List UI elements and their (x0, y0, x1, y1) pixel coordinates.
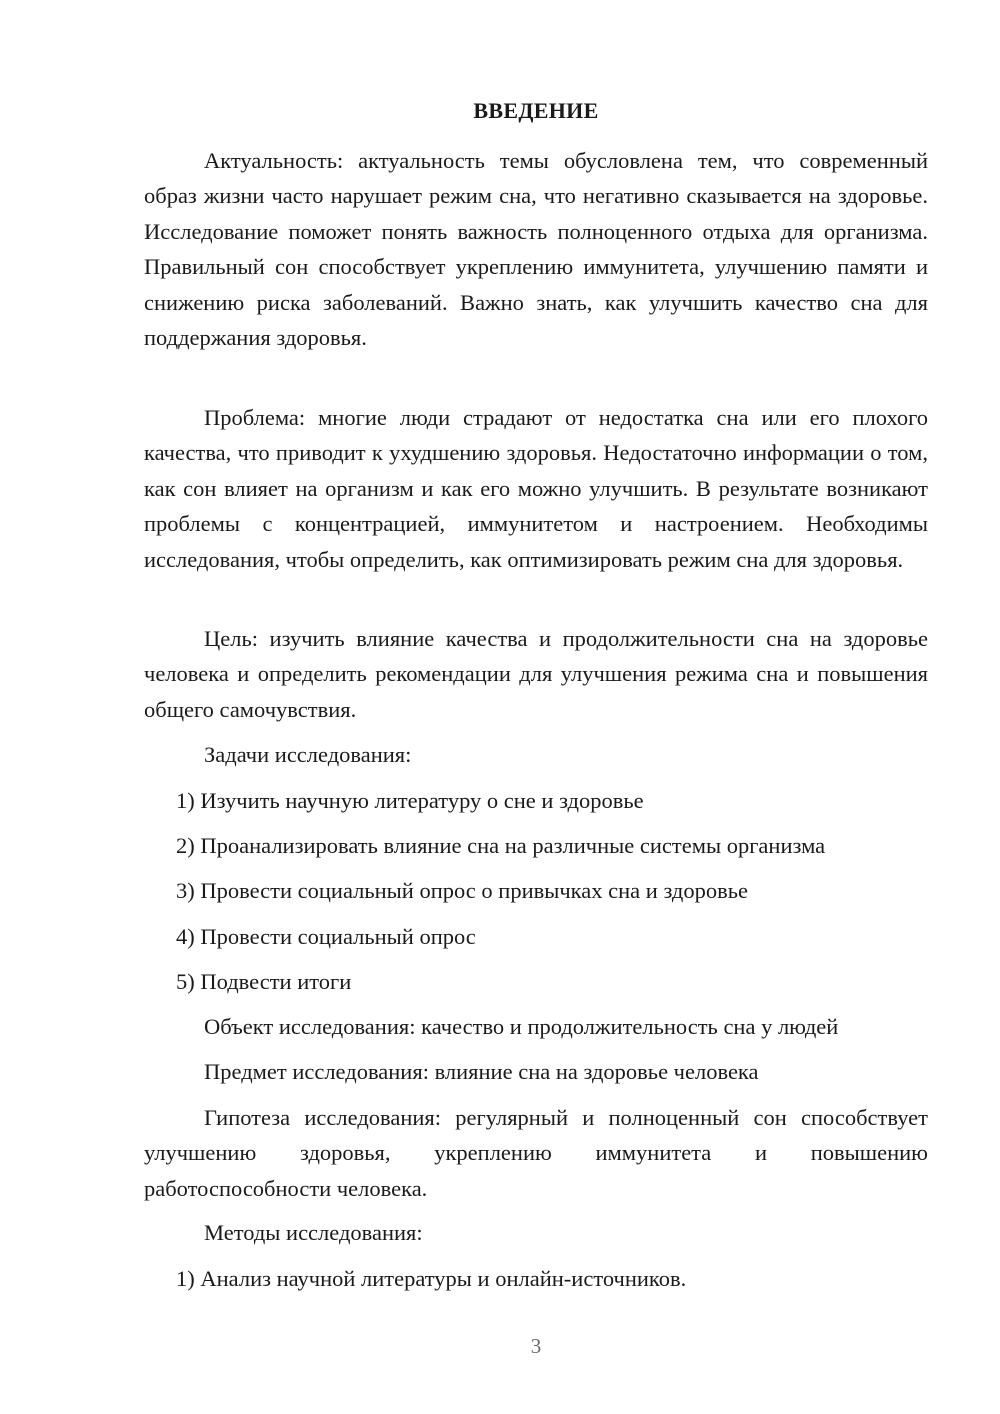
object-line: Объект исследования: качество и продолжительность сна у людей (204, 1014, 839, 1039)
task-item-4: 4) Провести социальный опрос (176, 924, 476, 949)
subject-line: Предмет исследования: влияние сна на здоровье человека (204, 1059, 759, 1084)
task-item-1: 1) Изучить научную литературу о сне и здоровье (176, 788, 644, 813)
problem-paragraph: Проблема: многие люди страдают от недостатка сна или его плохого качества, что приводит к ухудшению здоровья. Недостаточно информации о том, как сон влияет на организм и как его можно улучшить. В результате возникают проблемы с концентрацией, иммунитетом и настроением. Необходимы исследования, чтобы определить, как оптимизировать режим сна для здоровья. (144, 405, 928, 572)
page-title: ВВЕДЕНИЕ (473, 98, 599, 123)
hypothesis-paragraph: Гипотеза исследования: регулярный и полноценный сон способствует улучшению здоровья, укреплению иммунитета и повышению работоспособности человека. (144, 1105, 928, 1201)
goal-paragraph: Цель: изучить влияние качества и продолжительности сна на здоровье человека и определить рекомендации для улучшения режима сна и повышения общего самочувствия. (144, 626, 928, 722)
methods-heading: Методы исследования: (204, 1220, 423, 1245)
relevance-paragraph: Актуальность: актуальность темы обусловлена тем, что современный образ жизни часто нарушает режим сна, что негативно сказывается на здоровье. Исследование поможет понять важность полноценного отдыха для организма. Правильный сон способствует укреплению иммунитета, улучшению памяти и снижению риска заболеваний. Важно знать, как улучшить качество сна для поддержания здоровья. (144, 148, 928, 351)
tasks-heading: Задачи исследования: (204, 742, 412, 767)
task-item-5: 5) Подвести итоги (176, 969, 352, 994)
page-number: 3 (530, 1334, 542, 1358)
task-item-2: 2) Проанализировать влияние сна на различные системы организма (176, 833, 826, 858)
method-item-1: 1) Анализ научной литературы и онлайн-источников. (176, 1266, 687, 1291)
task-item-3: 3) Провести социальный опрос о привычках сна и здоровье (176, 878, 748, 903)
